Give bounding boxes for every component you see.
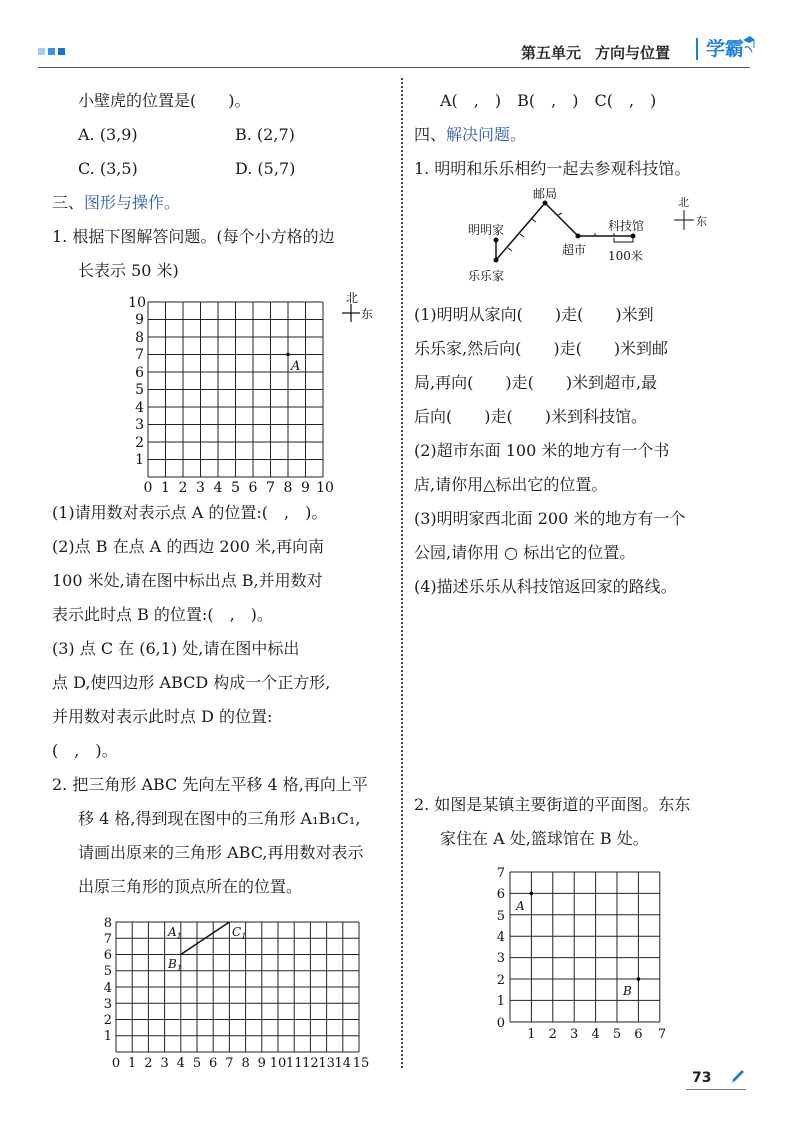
q2-line-2: 移 4 格,得到现在图中的三角形 A₁B₁C₁, bbox=[78, 809, 361, 828]
svg-text:11: 11 bbox=[285, 1056, 303, 1071]
svg-text:3: 3 bbox=[496, 951, 505, 966]
svg-text:13: 13 bbox=[318, 1056, 335, 1071]
square-icon bbox=[58, 48, 65, 55]
svg-text:2: 2 bbox=[135, 435, 144, 451]
point-b-label: B bbox=[623, 984, 632, 998]
q1-text-line-2: 长表示 50 米) bbox=[78, 261, 179, 280]
svg-text:科技馆: 科技馆 bbox=[608, 219, 645, 233]
svg-text:0: 0 bbox=[111, 1056, 121, 1071]
svg-text:10: 10 bbox=[128, 295, 146, 311]
svg-text:9: 9 bbox=[257, 1056, 266, 1071]
svg-text:10: 10 bbox=[269, 1056, 287, 1071]
grid-chart-3 bbox=[486, 862, 686, 1042]
svg-text:5: 5 bbox=[192, 1056, 202, 1071]
column-divider bbox=[401, 78, 403, 1068]
svg-text:6: 6 bbox=[496, 887, 505, 902]
svg-text:10: 10 bbox=[316, 480, 334, 496]
r-q1-sub2-line-2: 店,请你用△标出它的位置。 bbox=[414, 475, 608, 494]
grid-chart-1 bbox=[118, 292, 418, 496]
svg-text:8: 8 bbox=[103, 916, 112, 931]
r-q1-sub1-line-1: (1)明明从家向( )走( )米到 bbox=[414, 305, 654, 324]
svg-text:4: 4 bbox=[135, 400, 144, 416]
header-decor-squares bbox=[38, 48, 65, 55]
page-number: 73 bbox=[686, 1068, 746, 1090]
pencil-icon bbox=[730, 1068, 746, 1084]
q2-line-3: 请画出原来的三角形 ABC,再用数对表示 bbox=[78, 843, 364, 862]
section-4-title: 解决问题。 bbox=[446, 125, 527, 144]
svg-text:4: 4 bbox=[496, 930, 505, 945]
point-a bbox=[286, 353, 290, 357]
svg-text:2: 2 bbox=[103, 1013, 112, 1028]
square-icon bbox=[48, 48, 55, 55]
q2-line-4: 出原三角形的顶点所在的位置。 bbox=[78, 877, 303, 896]
svg-text:3: 3 bbox=[103, 997, 112, 1012]
svg-text:8: 8 bbox=[135, 330, 144, 346]
point-a-label: A bbox=[516, 899, 525, 913]
r-q1-sub1-line-2: 乐乐家,然后向( )走( )米到邮 bbox=[414, 339, 669, 358]
r-q1-sub3-line-1: (3)明明家西北面 200 米的地方有一个 bbox=[414, 509, 686, 528]
choice-options-row-1 bbox=[52, 118, 392, 152]
svg-text:7: 7 bbox=[657, 1027, 667, 1042]
point-b bbox=[637, 977, 641, 981]
scale-bracket bbox=[614, 238, 633, 242]
svg-text:5: 5 bbox=[135, 382, 144, 398]
svg-text:1: 1 bbox=[161, 480, 170, 496]
svg-text:6: 6 bbox=[209, 1056, 218, 1071]
svg-text:7: 7 bbox=[225, 1056, 234, 1071]
svg-text:8: 8 bbox=[241, 1056, 250, 1071]
option-b: B. (2,7) bbox=[235, 125, 295, 144]
brand-logo: 学霸 bbox=[696, 38, 744, 60]
point-b1-label: $B_1$ bbox=[168, 957, 182, 973]
svg-text:7: 7 bbox=[135, 347, 144, 363]
unit-title bbox=[521, 42, 670, 63]
svg-text:2: 2 bbox=[144, 1056, 153, 1071]
grid-1-lines bbox=[148, 302, 323, 477]
svg-text:1: 1 bbox=[103, 1029, 112, 1044]
point-c1-label: $C_1$ bbox=[232, 925, 247, 941]
svg-text:14: 14 bbox=[334, 1056, 352, 1071]
compass-icon bbox=[342, 292, 373, 322]
option-d: D. (5,7) bbox=[235, 159, 296, 178]
point-a1-label: $A_1$ bbox=[168, 925, 182, 941]
svg-text:4: 4 bbox=[591, 1027, 600, 1042]
q1-sub3-line-2: 点 D,使四边形 ABCD 构成一个正方形, bbox=[52, 673, 331, 692]
svg-text:邮局: 邮局 bbox=[533, 188, 558, 201]
svg-text:6: 6 bbox=[634, 1027, 643, 1042]
svg-text:5: 5 bbox=[612, 1027, 622, 1042]
r-q1-sub2-line-1: (2)超市东面 100 米的地方有一个书 bbox=[414, 441, 670, 460]
point-a-label: A bbox=[291, 359, 301, 374]
r-q2-line-2: 家住在 A 处,篮球馆在 B 处。 bbox=[440, 829, 649, 848]
answer-line-abc: A( , ) B( , ) C( , ) bbox=[440, 91, 657, 110]
svg-text:7: 7 bbox=[496, 866, 505, 881]
grid-2-x-ticks bbox=[112, 1056, 369, 1071]
svg-text:9: 9 bbox=[301, 480, 310, 496]
option-c: C. (3,5) bbox=[78, 159, 138, 178]
svg-text:5: 5 bbox=[103, 964, 112, 979]
grid-2-y-ticks bbox=[104, 916, 112, 1044]
svg-text:2: 2 bbox=[178, 480, 188, 496]
svg-text:3: 3 bbox=[135, 417, 144, 433]
square-icon bbox=[38, 48, 45, 55]
svg-text:15: 15 bbox=[352, 1056, 370, 1071]
grid-3-x-ticks bbox=[527, 1027, 666, 1042]
previous-question-text: 小壁虎的位置是( )。 bbox=[78, 91, 251, 110]
svg-text:6: 6 bbox=[103, 948, 112, 963]
q1-sub2-line-1: (2)点 B 在点 A 的西边 200 米,再向南 bbox=[52, 537, 325, 556]
svg-text:4: 4 bbox=[103, 981, 112, 996]
point-a bbox=[530, 892, 534, 896]
answer-space bbox=[414, 604, 759, 788]
route-map bbox=[450, 188, 770, 298]
q1-sub1: (1)请用数对表示点 A 的位置:( , )。 bbox=[52, 503, 328, 522]
r-q1-sub1-line-3: 局,再向( )走( )米到超市,最 bbox=[414, 373, 658, 392]
svg-text:3: 3 bbox=[196, 480, 205, 496]
svg-text:7: 7 bbox=[266, 480, 275, 496]
section-3-title: 图形与操作。 bbox=[84, 193, 181, 212]
svg-text:北: 北 bbox=[346, 292, 359, 305]
svg-text:5: 5 bbox=[231, 480, 240, 496]
svg-text:北: 北 bbox=[678, 196, 689, 209]
q1-sub3-line-1: (3) 点 C 在 (6,1) 处,请在图中标出 bbox=[52, 639, 300, 658]
svg-text:1: 1 bbox=[527, 1027, 536, 1042]
svg-text:东: 东 bbox=[696, 215, 707, 228]
svg-text:0: 0 bbox=[143, 480, 153, 496]
grid-1-x-ticks bbox=[144, 480, 334, 496]
svg-text:8: 8 bbox=[283, 480, 293, 496]
svg-text:明明家: 明明家 bbox=[468, 223, 505, 237]
grid-2-lines bbox=[116, 922, 359, 1052]
svg-text:7: 7 bbox=[103, 932, 112, 947]
q2-line-1: 2. 把三角形 ABC 先向左平移 4 格,再向上平 bbox=[52, 775, 368, 794]
q1-sub3-line-4: ( , )。 bbox=[52, 741, 118, 760]
graduation-cap-icon bbox=[742, 34, 756, 54]
svg-text:1: 1 bbox=[128, 1056, 137, 1071]
r-q1-sub4: (4)描述乐乐从科技馆返回家的路线。 bbox=[414, 577, 677, 596]
unit-number: 第五单元 bbox=[520, 44, 581, 62]
svg-text:3: 3 bbox=[160, 1056, 169, 1071]
section-3-heading: 三、图形与操作。 bbox=[52, 193, 181, 212]
svg-text:1: 1 bbox=[135, 452, 144, 468]
left-column bbox=[52, 84, 392, 1074]
option-a: A. (3,9) bbox=[78, 125, 138, 144]
r-q1-sub3-line-2: 公园,请你用 ○ 标出它的位置。 bbox=[414, 543, 636, 562]
svg-text:超市: 超市 bbox=[562, 243, 587, 257]
section-4-heading: 四、解决问题。 bbox=[414, 125, 527, 144]
svg-text:0: 0 bbox=[496, 1016, 505, 1031]
svg-text:4: 4 bbox=[176, 1056, 185, 1071]
svg-text:2: 2 bbox=[548, 1027, 557, 1042]
page-header bbox=[38, 34, 750, 68]
q1-sub2-line-2: 100 米处,请在图中标出点 B,并用数对 bbox=[52, 571, 323, 590]
r-q1-title: 1. 明明和乐乐相约一起去参观科技馆。 bbox=[414, 159, 691, 178]
svg-text:5: 5 bbox=[496, 909, 505, 924]
r-q2-line-1: 2. 如图是某镇主要街道的平面图。东东 bbox=[414, 795, 691, 814]
svg-text:乐乐家: 乐乐家 bbox=[468, 269, 505, 283]
svg-text:2: 2 bbox=[496, 973, 505, 988]
svg-text:1: 1 bbox=[496, 994, 505, 1009]
grid-1-y-ticks bbox=[128, 295, 146, 468]
q1-sub3-line-3: 并用数对表示此时点 D 的位置: bbox=[52, 707, 273, 726]
svg-text:6: 6 bbox=[248, 480, 258, 496]
compass-icon-2 bbox=[674, 196, 707, 230]
grid-chart-2 bbox=[96, 914, 396, 1074]
svg-text:3: 3 bbox=[570, 1027, 579, 1042]
svg-text:4: 4 bbox=[213, 480, 223, 496]
svg-text:东: 东 bbox=[361, 307, 374, 321]
q1-text-line-1: 1. 根据下图解答问题。(每个小方格的边 bbox=[52, 227, 335, 246]
svg-text:6: 6 bbox=[135, 365, 144, 381]
grid-3-y-ticks bbox=[497, 866, 505, 1031]
svg-text:9: 9 bbox=[135, 312, 144, 328]
r-q1-sub1-line-4: 后向( )走( )米到科技馆。 bbox=[414, 407, 647, 426]
q1-sub2-line-3: 表示此时点 B 的位置:( , )。 bbox=[52, 605, 273, 624]
unit-topic: 方向与位置 bbox=[594, 44, 670, 62]
svg-text:12: 12 bbox=[302, 1056, 319, 1071]
right-column bbox=[414, 84, 759, 1042]
svg-text:100米: 100米 bbox=[608, 249, 643, 263]
choice-options-row-2 bbox=[52, 152, 392, 186]
